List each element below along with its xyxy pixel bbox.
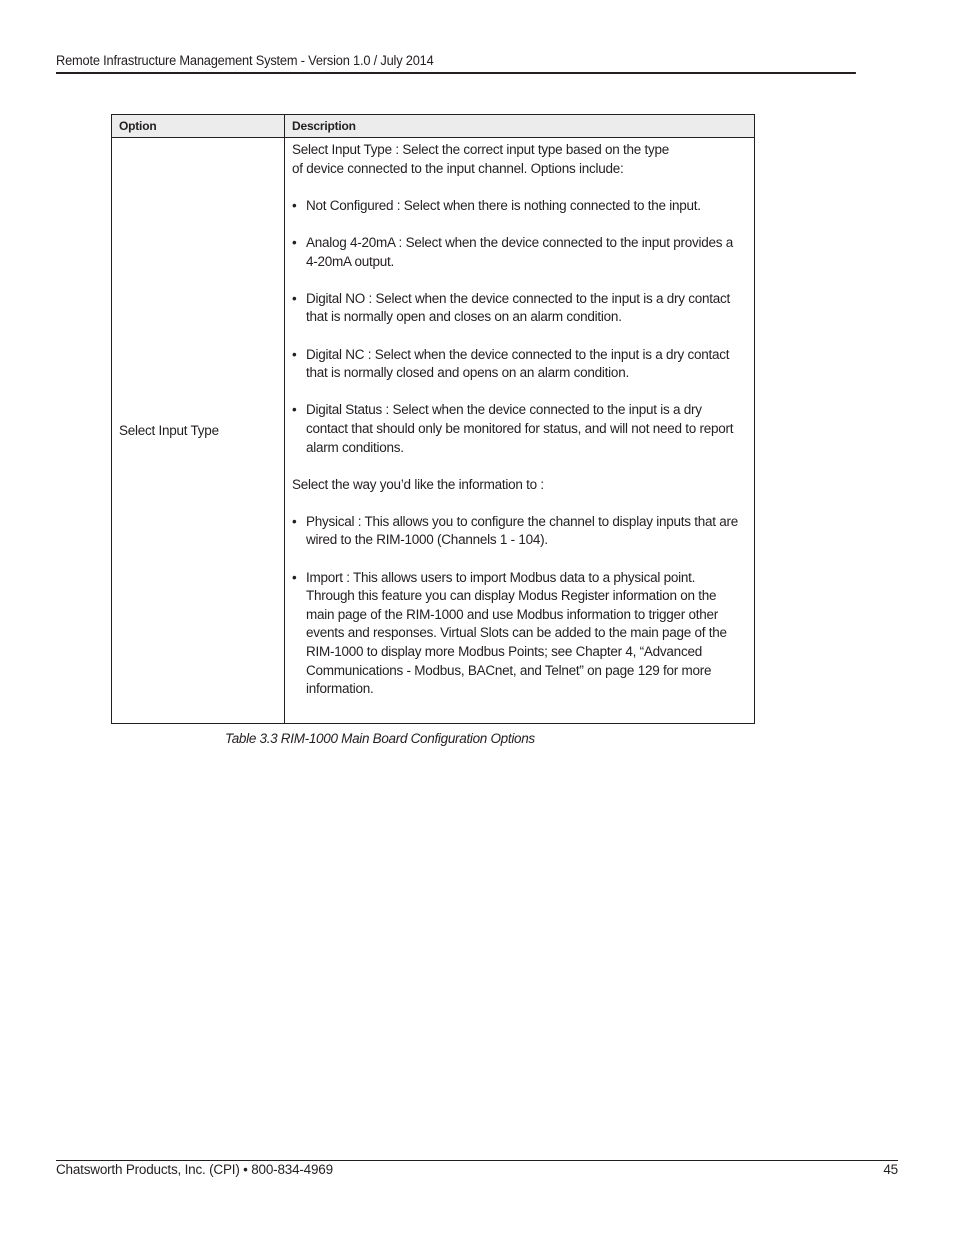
page-header <box>56 52 856 74</box>
description-intro-line-1: Select Input Type : Select the correct input type based on the type <box>292 142 669 157</box>
footer-company: Chatsworth Products, Inc. (CPI) • 800-834-4969 <box>56 1162 333 1177</box>
bullet-icon: • <box>292 346 297 362</box>
header-title: Remote Infrastructure Management System - Version 1.0 / July 2014 <box>56 53 434 68</box>
column-header-description: Description <box>285 115 755 138</box>
bullet-icon: • <box>292 234 297 250</box>
description-cell <box>285 138 755 724</box>
table-caption: Table 3.3 RIM-1000 Main Board Configuration Options <box>225 731 535 746</box>
page-number: 45 <box>883 1162 898 1177</box>
page-footer <box>56 1160 898 1177</box>
description-intro-line-2: of device connected to the input channel. Options include: <box>292 160 624 176</box>
list-item: • Digital NO : Select when the device connected to the input is a dry contact that is normally open and closes on an alarm condition. <box>292 290 730 325</box>
table-header-row <box>112 115 755 138</box>
list-item: • Digital Status : Select when the device connected to the input is a dry contact that should only be monitored for status, and will not need to report alarm conditions. <box>292 402 734 455</box>
way-intro: Select the way you’d like the information to : <box>292 476 544 492</box>
table-row <box>112 138 755 724</box>
bullet-icon: • <box>292 569 297 585</box>
bullet-icon: • <box>292 197 297 213</box>
list-item: • Physical : This allows you to configure the channel to display inputs that are wired to the RIM-1000 (Channels 1 - 104). <box>292 513 739 548</box>
list-item: • Import : This allows users to import Modbus data to a physical point. Through this feature you can display Modus Register information on the main page of the RIM-1000 and use Modbus information to trigger other events and responses. Virtual Slots can be added to the main page of the RIM-1000 to display more Modbus Points; see Chapter 4, “Advanced Communications - Modbus, BACnet, and Telnet” on page 129 for more information. <box>292 569 727 697</box>
bullet-icon: • <box>292 290 297 306</box>
list-item: • Digital NC : Select when the device connected to the input is a dry contact that is normally closed and opens on an alarm condition. <box>292 346 730 381</box>
column-header-option: Option <box>112 115 285 138</box>
configuration-options-table <box>111 114 755 724</box>
list-item: • Analog 4-20mA : Select when the device connected to the input provides a 4-20mA output. <box>292 234 734 269</box>
option-cell: Select Input Type <box>112 138 285 724</box>
bullet-icon: • <box>292 513 297 529</box>
list-item: • Not Configured : Select when there is nothing connected to the input. <box>292 197 744 216</box>
bullet-icon: • <box>292 402 297 418</box>
